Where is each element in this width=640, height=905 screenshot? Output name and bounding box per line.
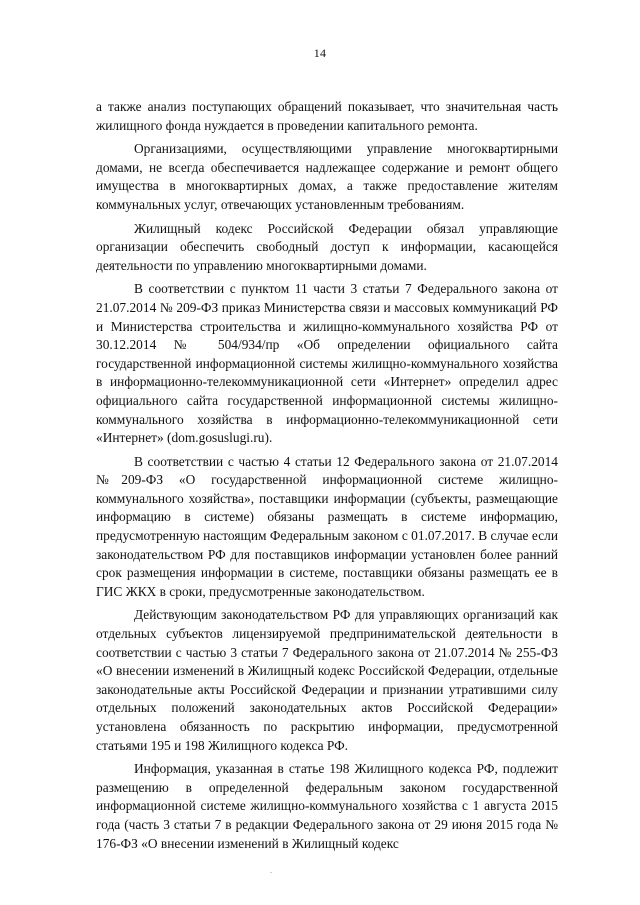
paragraph-official-site: В соответствии с пунктом 11 части 3 статьи 7 Федерального закона от 21.07.2014 № 209-ФЗ приказ Министерства связи и массовых коммуникаций РФ и Министерства строительства и жилищно-коммунального хозяйства РФ от 30.12.2014 № 504/934/пр «Об определении официального сайта государственной информационной системы жилищно-коммунального хозяйства в информационно-телекоммуникационной сети «Интернет» определил адрес официального сайта государственной информационной системы жилищно-коммунального хозяйства в информационно-телекоммуникационной сети «Интернет» (dom.gosuslugi.ru). <box>96 281 558 446</box>
paragraph-disclosure-obligation: Действующим законодательством РФ для управляющих организаций как отдельных субъектов лицензируемой предпринимательской деятельности в соответствии с частью 3 статьи 7 Федерального закона от 21.07.2014 № 255-ФЗ «О внесении изменений в Жилищный кодекс Российской Федерации, отдельные законодательные акты Российской Федерации и признании утратившими силу отдельных положений законодательных актов Российской Федерации» установлена обязанность по раскрытию информации, предусмотренной статьями 195 и 198 Жилищного кодекса РФ. <box>96 607 558 753</box>
paragraph-continuation: а также анализ поступающих обращений показывает, что значительная часть жилищного фонда нуждается в проведении капитального ремонта. <box>96 99 558 133</box>
paragraph-article-198: Информация, указанная в статье 198 Жилищного кодекса РФ, подлежит размещению в определенной федеральным законом государственной информационной системе жилищно-коммунального хозяйства с 1 августа 2015 года (часть 3 статьи 7 в редакции Федерального закона от 29 июня 2015 года № 176-ФЗ «О внесении изменений в Жилищный кодекс <box>96 761 558 851</box>
paragraph-management-organizations: Организациями, осуществляющими управление многоквартирными домами, не всегда обеспечивается надлежащее содержание и ремонт общего имущества в многоквартирных домах, а также предоставление жителям коммунальных услуг, отвечающих установленным требованиям. <box>96 141 558 212</box>
scan-artifact <box>270 872 272 873</box>
page-number: 14 <box>313 46 327 60</box>
paragraph-housing-code-access: Жилищный кодекс Российской Федерации обязал управляющие организации обеспечить свободный доступ к информации, касающейся деятельности по управлению многоквартирными домами. <box>96 220 558 273</box>
document-body <box>96 98 558 858</box>
paragraph-information-suppliers: В соответствии с частью 4 статьи 12 Федерального закона от 21.07.2014 №209-ФЗ «О государственной информационной системе жилищно-коммунального хозяйства», поставщики информации (субъекты, размещающие информацию в системе) обязаны размещать в системе информацию, предусмотренную настоящим Федеральным законом с 01.07.2017. В случае если законодательством РФ для поставщиков информации установлен более ранний срок размещения информации в системе, поставщики обязаны размещать ее в ГИС ЖКХ в сроки, предусмотренные законодательством. <box>96 453 558 599</box>
